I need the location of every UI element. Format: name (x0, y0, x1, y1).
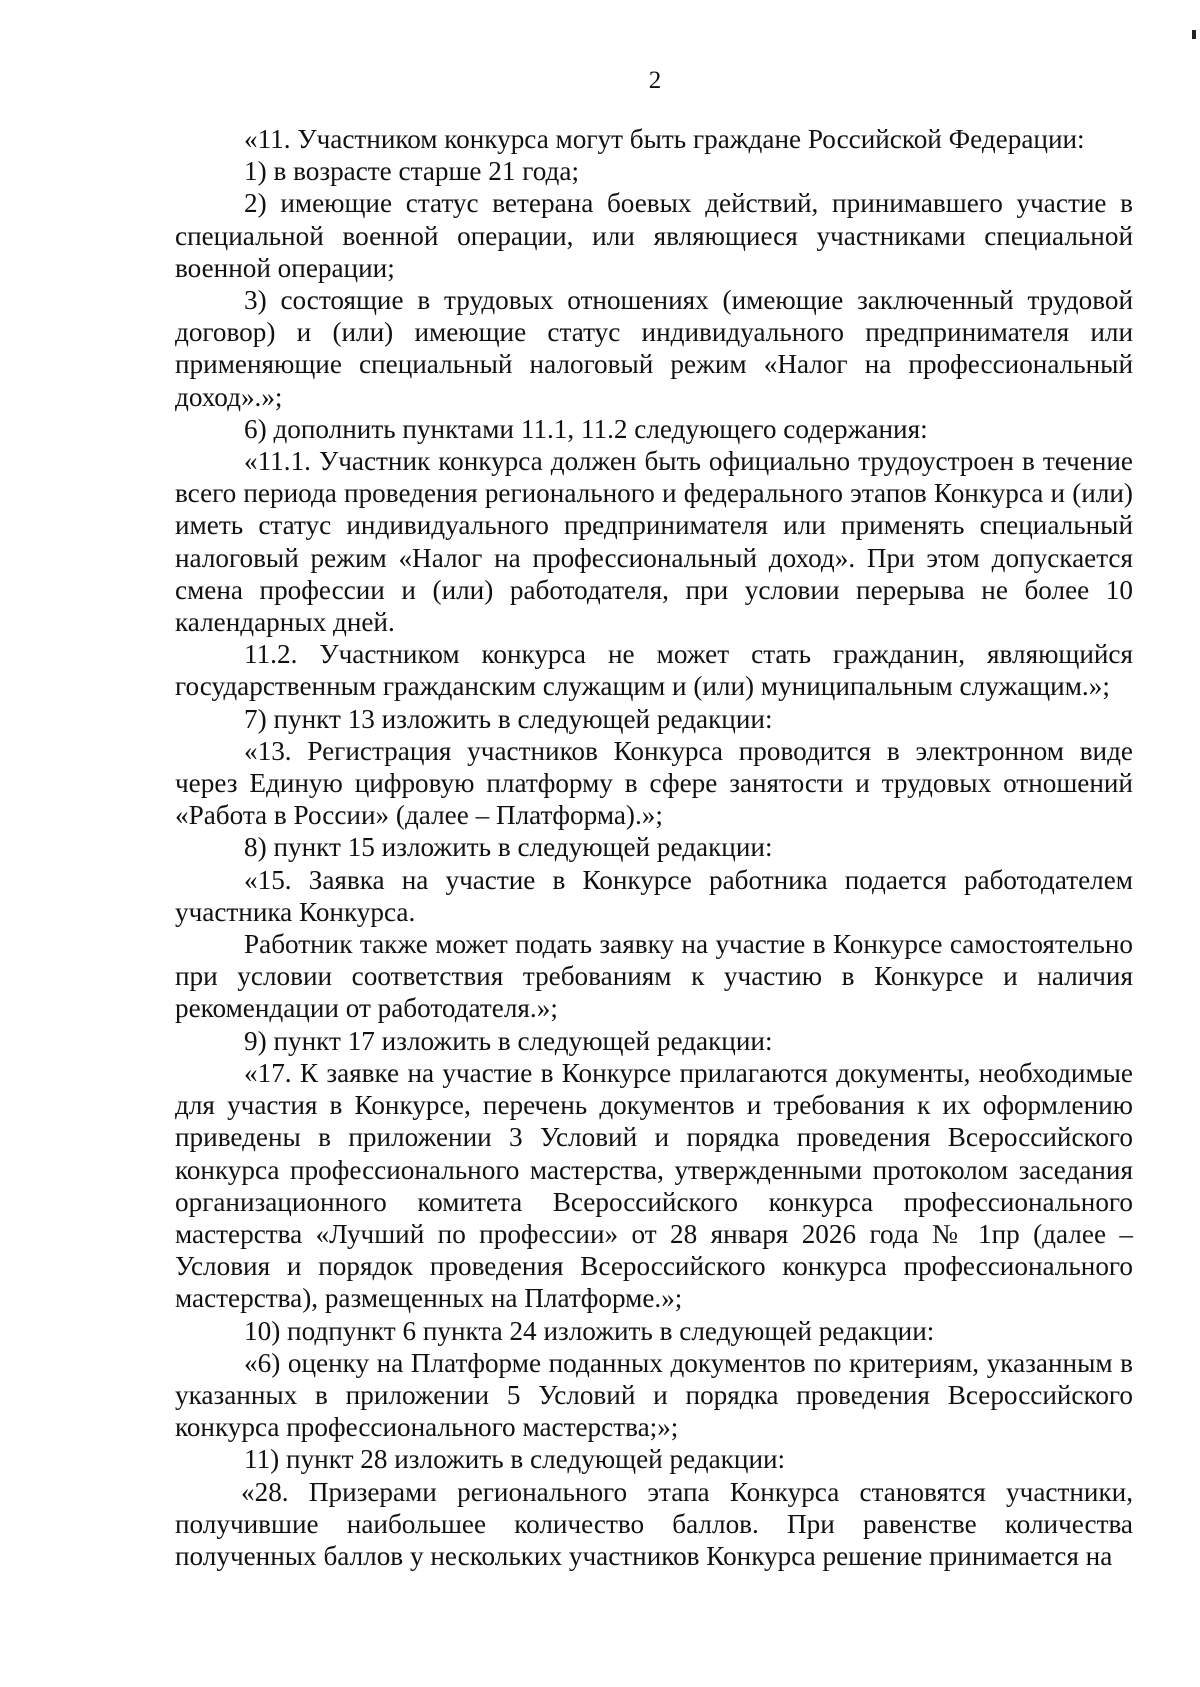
paragraph-13: «13. Регистрация участников Конкурса проводится в электронном виде через Единую цифровую платформу в сфере занятости и трудовых отношений «Работа в России» (далее – Платформа).»; (175, 735, 1133, 831)
scan-edge-mark (1192, 30, 1196, 39)
amendment-9: 9) пункт 17 изложить в следующей редакции: (244, 1025, 773, 1056)
amendment-10: 10) подпункт 6 пункта 24 изложить в следующей редакции: (244, 1315, 935, 1346)
paragraph-15-continued: Работник также может подать заявку на участие в Конкурсе самостоятельно при условии соответствия требованиям к участию в Конкурсе и наличия рекомендации от работодателя.»; (175, 929, 1133, 1024)
document-body (175, 123, 1133, 1572)
paragraph-11-item-3: 3) состоящие в трудовых отношениях (имеющие заключенный трудовой договор) и (или) имеющие статус индивидуального предпринимателя или применяющие специальный налоговый режим «Налог на профессиональный доход».»; (175, 285, 1133, 412)
paragraph-11-2: 11.2. Участником конкурса не может стать гражданин, являющийся государственным гражданским служащим и (или) муниципальным служащим.»; (175, 639, 1133, 702)
amendment-8: 8) пункт 15 изложить в следующей редакции: (244, 832, 773, 863)
paragraph-11: «11. Участником конкурса могут быть граждане Российской Федерации: (244, 124, 1085, 154)
paragraph-11-item-2: 2) имеющие статус ветерана боевых действий, принимавшего участие в специальной военной операции, или являющиеся участниками специальной военной операции; (175, 188, 1133, 283)
paragraph-11-item-1: 1) в возрасте старше 21 года; (244, 156, 579, 187)
amendment-11: 11) пункт 28 изложить в следующей редакции: (244, 1444, 786, 1475)
subparagraph-6: «6) оценку на Платформе поданных документов по критериям, указанным в указанных в приложении 5 Условий и порядка проведения Всероссийского конкурса профессионального мастерства;»; (175, 1347, 1133, 1443)
paragraph-17: «17. К заявке на участие в Конкурсе прилагаются документы, необходимые для участия в Конкурсе, перечень документов и требования к их оформлению приведены в приложении 3 Условий и порядка проведения Всероссийского конкурса профессионального мастерства, утвержденными протоколом заседания организационного комитета Всероссийского конкурса профессионального мастерства «Лучший по профессии» от 28 января 2026 года № 1пр (далее – Условия и порядок проведения Всероссийского конкурса профессионального мастерства), размещенных на Платформе.»; (175, 1057, 1133, 1314)
page-number: 2 (648, 67, 662, 94)
paragraph-11-1: «11.1. Участник конкурса должен быть официально трудоустроен в течение всего периода проведения регионального и федерального этапов Конкурса и (или) иметь статус индивидуального предпринимателя или применять специальный налоговый режим «Налог на профессиональный доход». При этом допускается смена профессии и (или) работодателя, при условии перерыва не более 10 календарных дней. (175, 446, 1133, 638)
amendment-7: 7) пункт 13 изложить в следующей редакции: (244, 703, 773, 734)
amendment-6: 6) дополнить пунктами 11.1, 11.2 следующего содержания: (244, 413, 928, 444)
paragraph-15: «15. Заявка на участие в Конкурсе работника подается работодателем участника Конкурса. (175, 864, 1133, 927)
paragraph-28: «28. Призерами регионального этапа Конкурса становятся участники, получившие наибольшее количество баллов. При равенстве количества полученных баллов у нескольких участников Конкурса решение принимается на (175, 1476, 1133, 1571)
